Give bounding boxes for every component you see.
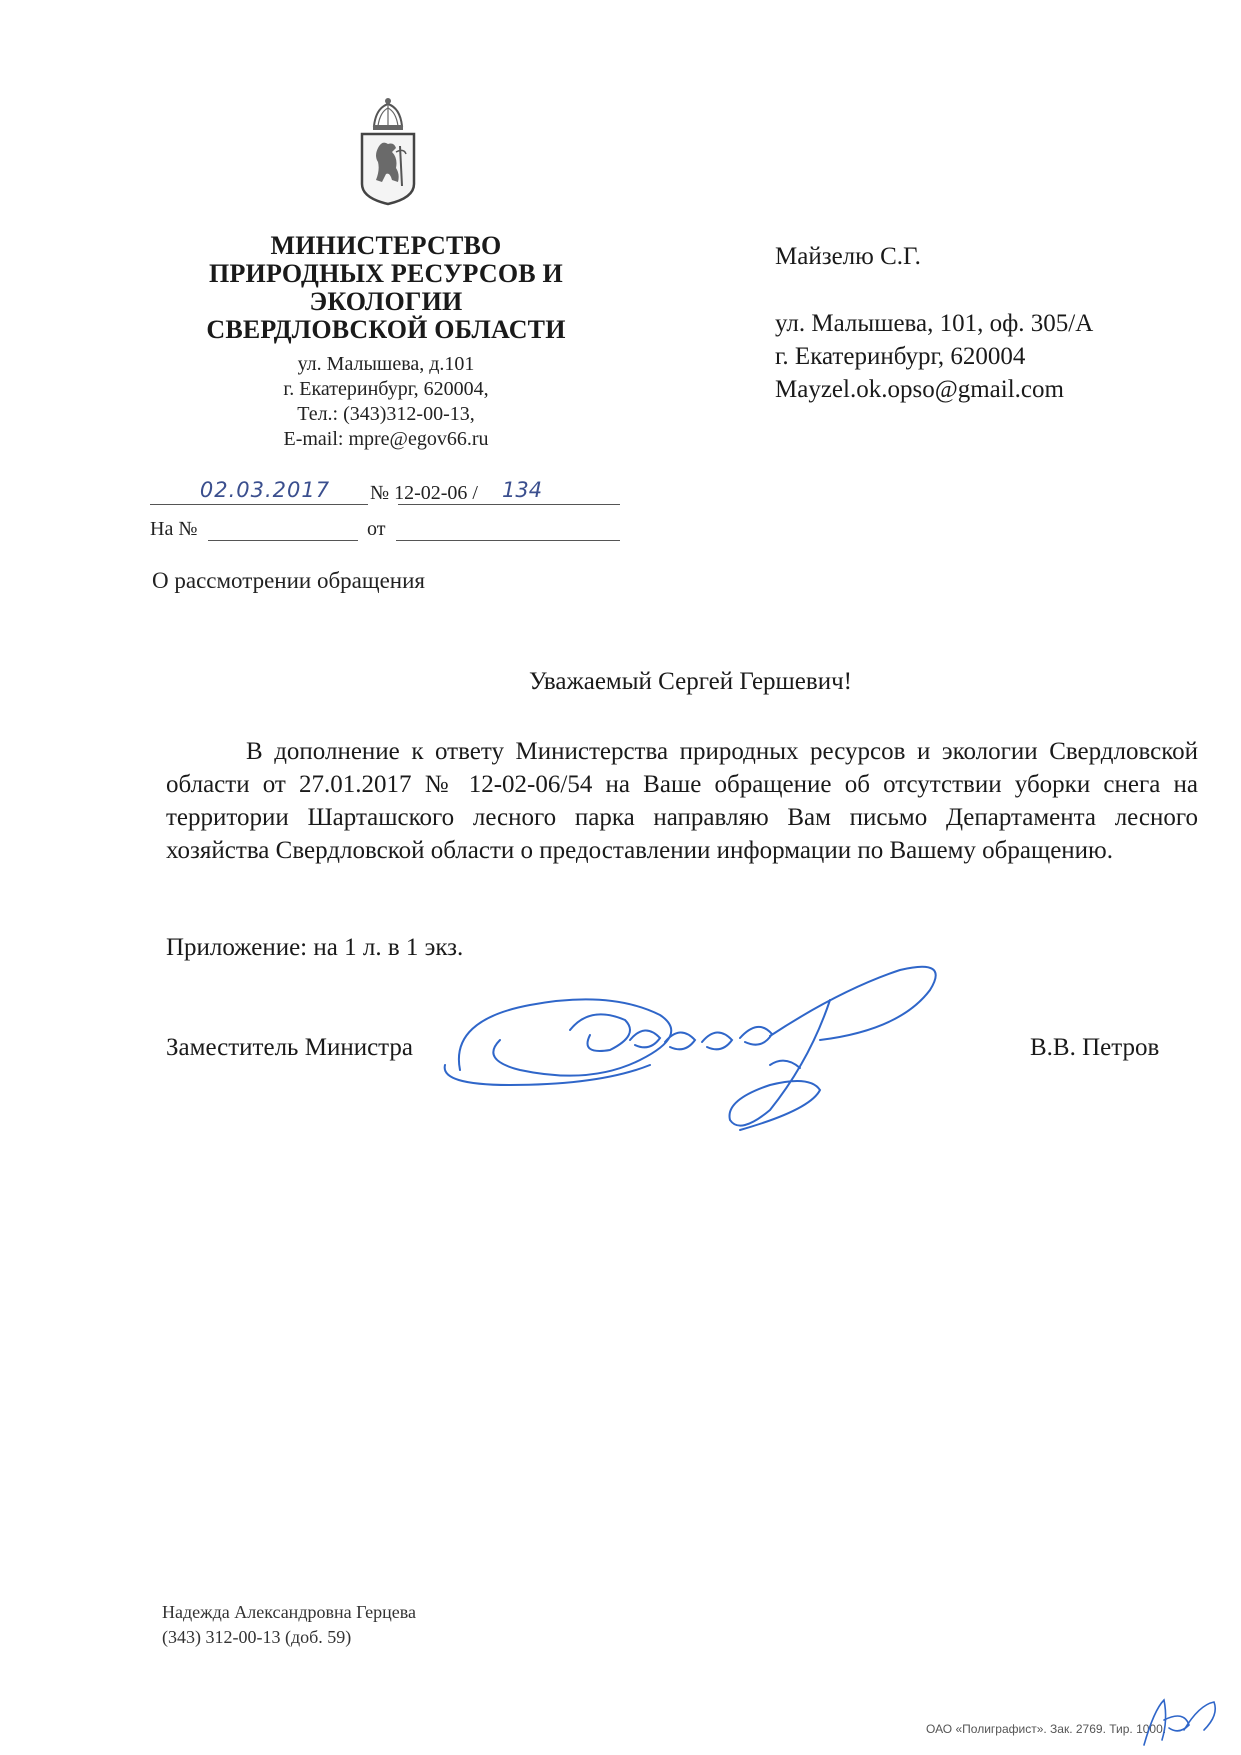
- subject-line: О рассмотрении обращения: [152, 568, 425, 593]
- recipient-name: Майзелю С.Г.: [775, 243, 921, 270]
- incoming-date-blank: [396, 540, 620, 541]
- signatory-title: Заместитель Министра: [166, 1034, 413, 1061]
- ministry-address-line: ул. Малышева, д.101: [297, 353, 475, 375]
- ministry-name-line: ЭКОЛОГИИ: [309, 287, 463, 316]
- handwritten-date: 02.03.2017: [199, 478, 331, 502]
- handwritten-initials: [1134, 1690, 1224, 1750]
- recipient-email: Mayzel.ok.opso@gmail.com: [775, 376, 1064, 403]
- signatory-name: В.В. Петров: [1030, 1034, 1160, 1061]
- attachment-note: Приложение: на 1 л. в 1 экз.: [166, 934, 464, 961]
- reference-number-label: № 12-02-06 /: [370, 482, 478, 504]
- ministry-block: [150, 232, 622, 452]
- salutation: Уважаемый Сергей Гершевич!: [529, 668, 852, 695]
- recipient-address-line: ул. Малышева, 101, оф. 305/А: [775, 310, 1094, 337]
- executor-contact: [162, 1600, 416, 1650]
- incoming-number-blank: [208, 540, 358, 541]
- executor-name: Надежда Александровна Герцева: [162, 1602, 416, 1622]
- recipient-address-line: г. Екатеринбург, 620004: [775, 343, 1026, 370]
- ministry-phone: Тел.: (343)312-00-13,: [297, 403, 475, 425]
- executor-phone: (343) 312-00-13 (доб. 59): [162, 1627, 352, 1647]
- signature: [440, 960, 1000, 1150]
- handwritten-number: 134: [502, 478, 543, 502]
- ministry-name-line: МИНИСТЕРСТВО: [270, 231, 502, 260]
- incoming-reference: [150, 518, 620, 548]
- date-underline: [150, 504, 368, 505]
- ministry-address-line: г. Екатеринбург, 620004,: [283, 378, 489, 400]
- ministry-email: E-mail: mpre@egov66.ru: [283, 428, 489, 450]
- coat-of-arms-icon: [356, 96, 420, 206]
- ministry-name-line: СВЕРДЛОВСКОЙ ОБЛАСТИ: [206, 315, 566, 344]
- outgoing-reference: [150, 478, 620, 512]
- recipient-block: [775, 240, 1093, 406]
- ministry-name-line: ПРИРОДНЫХ РЕСУРСОВ И: [209, 259, 563, 288]
- incoming-number-label: На №: [150, 518, 198, 540]
- incoming-date-label: от: [367, 518, 386, 540]
- letter-body: В дополнение к ответу Министерства природных ресурсов и экологии Свердловской области от 27.01.2017 № 12-02-06/54 на Ваше обращение об отсутствии уборки снега на территории Шарташского лесного парка направляю Вам письмо Департамента лесного хозяйства Свердловской области о предоставлении информации по Вашему обращению.: [166, 738, 1198, 864]
- printer-imprint: ОАО «Полиграфист». Зак. 2769. Тир. 1000.: [926, 1722, 1167, 1736]
